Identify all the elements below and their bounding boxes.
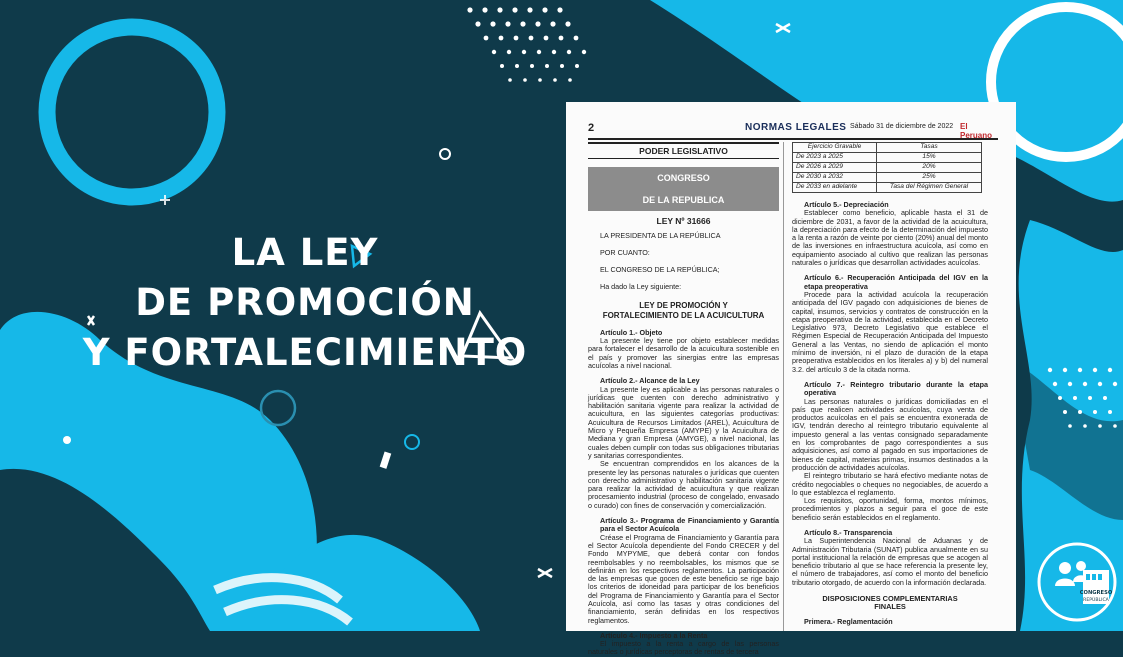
article-paragraph: Se encuentran comprendidos en los alcances de la presente ley las personas naturales o jurídicas que cuenten con derecho administrativo y habilitación sanitaria vigente para realizar la actividad de acuicultura y que realizan procesamiento industrial (proceso de congelado, envasado o curado) con fines de conservación y comercialización. bbox=[588, 459, 779, 510]
headline-line-2: DE PROMOCIÓN bbox=[135, 281, 475, 324]
document-header bbox=[588, 120, 998, 140]
table-row bbox=[793, 173, 982, 183]
article-paragraph: Procede para la actividad acuícola la recuperación anticipada del IGV pagado con adquisiciones de bienes de capital, insumos, servicios y contratos de construcción en la etapa preoperativa de la actividad, establecida en el Decreto Legislativo 973, Decreto Legislativo que establece el Régimen Especial de Recuperación Anticipada del Impuesto General a las Ventas, no siendo de aplicación el monto mínimo de inversión, ni el plazo de duración de la etapa preoperativa establecidos en los literales a) y b) del numeral 3.2. del artículo 3 de la citada norma. bbox=[792, 289, 988, 374]
article-paragraph: El reintegro tributario se hará efectivo mediante notas de crédito negociables o cheques no negociables, de acuerdo a lo que establezca el reglamento. bbox=[792, 471, 988, 497]
article-paragraph: La presente ley es aplicable a las personas naturales o jurídicas que cuenten con derecho administrativo y habilitación sanitaria vigente para realizar la actividad de acuicultura, en las siguientes categorías productivas: Acuicultura de Recursos Limitados (AREL), Acuicultura de Micro y Pequeña Empresa (AMYPE) y la Acuicultura de Mediana y gran Empresa (AMYGE), a nivel nacional, las cuales deben cumplir con todas sus obligaciones tributarias y sanitarias correspondientes. bbox=[588, 384, 779, 460]
article bbox=[588, 632, 779, 657]
logo-label-line-2: REPÚBLICA bbox=[1083, 598, 1109, 603]
table-cell: 20% bbox=[877, 163, 982, 173]
final-provisions-heading bbox=[792, 595, 988, 612]
newspaper-name: El Peruano bbox=[960, 122, 993, 140]
table-cell: 15% bbox=[877, 153, 982, 163]
article-paragraph: Las personas naturales o jurídicas domiciliadas en el país que realicen actividades acuícolas, cuya venta de productos acuícolas en el país se encuentra exonerada de IGV, tendrán derecho al reintegro tributario equivalente al impuesto general a las ventas consignado separadamente en los comprobantes de pago correspondientes a sus adquisiciones, así como al pagado en sus importaciones de bienes de capital, materias primas, insumos destinados a la producción de actividades acuícolas. bbox=[792, 396, 988, 472]
table-cell: De 2023 a 2025 bbox=[793, 153, 877, 163]
congreso-logo bbox=[1037, 542, 1117, 622]
newspaper-section: NORMAS LEGALES bbox=[745, 122, 847, 133]
article-paragraph: La Superintendencia Nacional de Aduanas y de Administración Tributaria (SUNAT) publica anualmente en su portal institucional la relación de empresas que se acogen al beneficio tributario al que se hace referencia la presente ley, el número de trabajadores, así como el monto del beneficio tributario otorgado, de acuerdo con la información declarada. bbox=[792, 536, 988, 587]
article bbox=[792, 274, 988, 374]
page-number: 2 bbox=[588, 122, 595, 134]
article-title: Artículo 1.- Objeto bbox=[600, 327, 663, 337]
article bbox=[792, 529, 988, 587]
table-row bbox=[793, 153, 982, 163]
article-title: Artículo 2.- Alcance de la Ley bbox=[600, 376, 700, 386]
law-title-line-2: FORTALECIMIENTO DE LA ACUICULTURA bbox=[602, 310, 765, 320]
left-articles bbox=[588, 329, 779, 657]
first-provision-title: Primera.- Reglamentación bbox=[804, 616, 893, 626]
final-provisions-line-2: FINALES bbox=[874, 602, 906, 612]
right-column bbox=[792, 142, 988, 626]
article-title: Artículo 7.- Reintegro tributario durante la etapa operativa bbox=[804, 379, 988, 398]
article bbox=[588, 517, 779, 625]
article bbox=[792, 201, 988, 267]
article-title: Artículo 8.- Transparencia bbox=[804, 527, 893, 537]
institution-line-1: CONGRESO bbox=[657, 173, 710, 184]
table-row bbox=[793, 163, 982, 173]
table-header-cell: Ejercicio Gravable bbox=[793, 143, 877, 153]
table-cell: Tasa del Régimen General bbox=[877, 183, 982, 193]
headline bbox=[70, 228, 540, 378]
law-document-page bbox=[566, 102, 1016, 657]
institution-line-2: DE LA REPUBLICA bbox=[642, 195, 725, 206]
column-divider bbox=[783, 142, 784, 631]
table-cell: De 2026 a 2029 bbox=[793, 163, 877, 173]
law-number: LEY Nº 31666 bbox=[656, 216, 711, 227]
article-title: Artículo 6.- Recuperación Anticipada del IGV en la etapa preoperativa bbox=[804, 273, 988, 291]
institution-banner bbox=[588, 167, 779, 211]
law-title bbox=[588, 301, 779, 321]
person-icon bbox=[1059, 562, 1071, 574]
publication-date: Sábado 31 de diciembre de 2022 bbox=[850, 123, 954, 130]
table-cell: De 2033 en adelante bbox=[793, 183, 877, 193]
preamble-line: LA PRESIDENTA DE LA REPÚBLICA bbox=[600, 230, 721, 240]
tax-rate-table bbox=[792, 142, 982, 193]
article-paragraph: Los requisitos, oportunidad, forma, montos mínimos, procedimientos y plazos a seguir para el goce de este beneficio serán establecidos en el reglamento. bbox=[792, 496, 988, 522]
logo-label-line-1: CONGRESO bbox=[1079, 590, 1113, 596]
right-articles bbox=[792, 201, 988, 587]
table-cell: De 2030 a 2032 bbox=[793, 173, 877, 183]
article bbox=[588, 329, 779, 370]
article bbox=[792, 381, 988, 522]
article-title: Artículo 3.- Programa de Financiamiento y Garantía para el Sector Acuícola bbox=[600, 516, 779, 534]
table-header-row bbox=[793, 143, 982, 153]
article-paragraph: La presente ley tiene por objeto establecer medidas para fortalecer el desarrollo de la acuicultura sostenible en el país y promover las sinergias entre las empresas acuícolas a nivel nacional. bbox=[588, 336, 779, 370]
preamble-line: POR CUANTO: bbox=[600, 247, 650, 257]
preamble-line: EL CONGRESO DE LA REPÚBLICA; bbox=[600, 265, 720, 275]
article-paragraph: Establecer como beneficio, aplicable hasta el 31 de diciembre de 2031, a favor de la actividad de la acuicultura, la depreciación para efecto de la determinación del impuesto a la renta a razón de veinte por ciento (20%) anual del monto de las inversiones en infraestructura acuícola, así como en equipamiento asociado al cultivo que realizan las personas naturales o jurídicas que desarrollan actividades acuícolas. bbox=[792, 208, 988, 268]
law-title-line-1: LEY DE PROMOCIÓN Y bbox=[639, 300, 728, 310]
article-paragraph: El impuesto a la renta a cargo de las personas naturales o jurídicas perceptoras de rentas de tercera bbox=[588, 639, 779, 657]
headline-line-3: Y FORTALECIMIENTO bbox=[82, 331, 528, 374]
preamble-line: Ha dado la Ley siguiente: bbox=[600, 282, 682, 292]
article bbox=[588, 377, 779, 510]
left-column bbox=[588, 142, 779, 657]
final-provisions-line-1: DISPOSICIONES COMPLEMENTARIAS bbox=[822, 594, 958, 604]
table-header-cell: Tasas bbox=[877, 143, 982, 153]
article-title: Artículo 5.- Depreciación bbox=[804, 200, 889, 209]
article-title: Artículo 4.- Impuesto a la Renta bbox=[600, 630, 708, 640]
table-row bbox=[793, 183, 982, 193]
table-cell: 25% bbox=[877, 173, 982, 183]
headline-line-1: LA LEY bbox=[231, 231, 379, 274]
article-paragraph: Créase el Programa de Financiamiento y Garantía para el Sector Acuícola dependiente del Fondo CRECER y del Fondo MYPYME, que deberá contar con fondos reembolsables y no reembolsables, los mismos que se definirán en los respectivos reglamentos. La participación de las empresas que gocen de este beneficio se rige bajo los criterios de idoneidad para participar de los beneficios del Programa de Financiamiento y Garantía para el Sector Acuícola, así como las tasas y otras condiciones del financiamiento, serán definidas en los respectivos reglamentos. bbox=[588, 532, 779, 625]
section-title: PODER LEGISLATIVO bbox=[588, 142, 779, 159]
